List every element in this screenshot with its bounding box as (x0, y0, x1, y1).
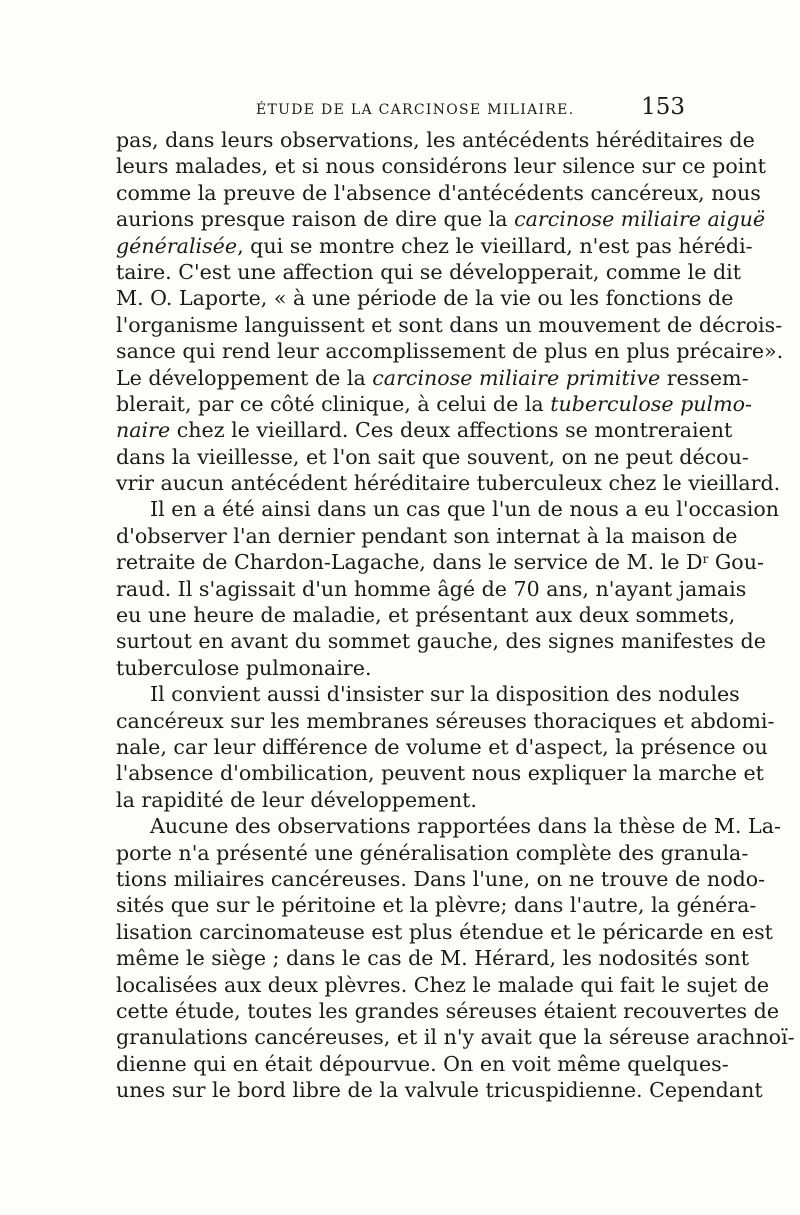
text-line: Il en a été ainsi dans un cas que l'un de nous a eu l'occasion (150, 497, 780, 522)
text-line: tuberculose pulmonaire. (116, 655, 372, 680)
text-line: eu une heure de maladie, et présentant aux deux sommets, (116, 603, 736, 628)
text-line: cancéreux sur les membranes séreuses thoraciques et abdomi- (116, 708, 775, 733)
text-line: cette étude, toutes les grandes séreuses étaient recouvertes de (116, 998, 780, 1023)
text-line (116, 365, 749, 391)
text-line: d'observer l'an dernier pendant son internat à la maison de (116, 523, 738, 548)
text-line: Il convient aussi d'insister sur la disposition des nodules (150, 682, 740, 707)
text-line: raud. Il s'agissait d'un homme âgé de 70 ans, n'ayant jamais (116, 576, 747, 601)
text-run: Gou- (708, 550, 764, 575)
text-line: l'absence d'ombilication, peuvent nous expliquer la marche et (116, 761, 764, 786)
italic-term: tuberculose pulmo- (550, 391, 752, 416)
paragraph-3 (116, 681, 775, 813)
text-run: blerait, par ce côté clinique, à celui de la (116, 391, 551, 416)
italic-term: naire (116, 418, 171, 443)
running-head (115, 90, 685, 124)
text-line (116, 549, 764, 575)
body-text (116, 127, 795, 1103)
text-line: dans la vieillesse, et l'on sait que souvent, on ne peut décou- (116, 444, 749, 469)
text-line: localisées aux deux plèvres. Chez le malade qui fait le sujet de (116, 972, 770, 997)
text-run: aurions presque raison de dire que la (116, 207, 515, 232)
text-run: ressem- (660, 365, 749, 390)
running-title: ÉTUDE DE LA CARCINOSE MILIAIRE. (256, 102, 575, 118)
italic-term: carcinose miliaire primitive (372, 365, 661, 390)
text-line: leurs malades, et si nous considérons leur silence sur ce point (116, 154, 766, 179)
text-run: retraite de Chardon-Lagache, dans le service de M. le D (116, 550, 703, 575)
page-number: 153 (641, 94, 685, 120)
text-run: chez le vieillard. Ces deux affections se montreraient (170, 418, 733, 443)
text-line: nale, car leur différence de volume et d'aspect, la présence ou (116, 734, 768, 759)
text-line: tions miliaires cancéreuses. Dans l'une, on ne trouve de nodo- (116, 866, 766, 891)
superscript: r (702, 552, 709, 567)
text-line: porte n'a présenté une généralisation complète des granula- (116, 840, 749, 865)
text-line: sités que sur le péritoine et la plèvre; dans l'autre, la généra- (116, 893, 757, 918)
text-line: Aucune des observations rapportées dans la thèse de M. La- (150, 814, 781, 839)
text-line: surtout en avant du sommet gauche, des signes manifestes de (116, 629, 766, 654)
text-line: la rapidité de leur développement. (116, 787, 477, 812)
text-line: unes sur le bord libre de la valvule tricuspidienne. Cependant (116, 1078, 763, 1103)
text-line (116, 417, 733, 443)
paragraph-4 (116, 813, 795, 1103)
text-line: M. O. Laporte, « à une période de la vie ou les fonctions de (116, 286, 734, 311)
text-line: granulations cancéreuses, et il n'y avait que la séreuse arachnoï- (116, 1025, 795, 1050)
text-line: vrir aucun antécédent héréditaire tuberculeux chez le vieillard. (116, 471, 781, 496)
text-line (116, 391, 752, 417)
text-line: dienne qui en était dépourvue. On en voit même quelques- (116, 1051, 729, 1076)
text-line: sance qui rend leur accomplissement de plus en plus précaire». (116, 339, 784, 364)
text-line (116, 233, 753, 259)
paragraph-2 (116, 496, 780, 681)
italic-term: généralisée (116, 233, 238, 258)
text-run: Le développement de la (116, 365, 373, 390)
text-line: pas, dans leurs observations, les antécédents héréditaires de (116, 128, 755, 152)
text-line: comme la preuve de l'absence d'antécédents cancéreux, nous (116, 180, 761, 205)
text-run: , qui se montre chez le vieillard, n'est pas hérédi- (237, 233, 753, 258)
text-line: taire. C'est une affection qui se développerait, comme le dit (116, 259, 741, 284)
text-line (116, 206, 766, 232)
text-line: même le siège ; dans le cas de M. Hérard, les nodosités sont (116, 946, 749, 971)
text-line: lisation carcinomateuse est plus étendue et le péricarde en est (116, 919, 773, 944)
italic-term: carcinose miliaire aiguë (514, 207, 766, 232)
paragraph-1 (116, 127, 784, 496)
text-line: l'organisme languissent et sont dans un mouvement de décrois- (116, 312, 783, 337)
